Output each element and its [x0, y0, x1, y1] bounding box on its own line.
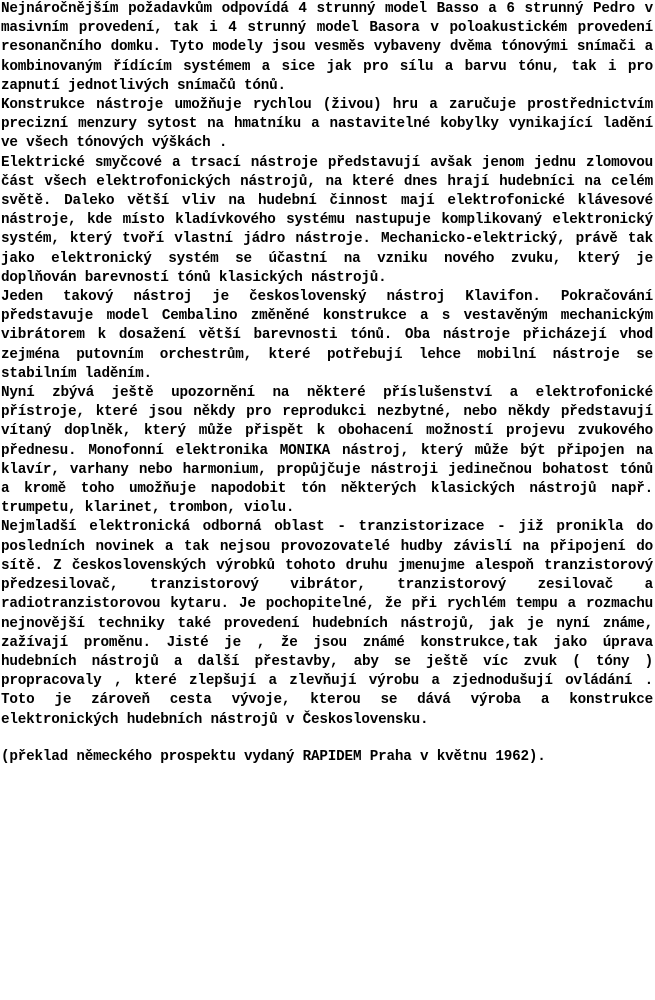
- paragraph-spacer: [1, 730, 653, 748]
- paragraph-electric-instruments: Elektrické smyčcové a trsací nástroje představují avšak jenom jednu zlomovou část všech elektrofonických nástrojů, na které dnes hrají hudebníci na celém světě. Daleko větší vliv na hudební činnost mají elektrofonické klávesové nástroje, kde místo kladívkového systému nastupuje komplikovaný elektronický systém, který tvoří vlastní jádro nástroje. Mechanicko-elektrický, právě tak jako elektronický systém se účastní na vzniku nového zvuku, který je doplňován barevností tónů klasických nástrojů.: [1, 154, 653, 286]
- document-body: [1, 0, 653, 767]
- paragraph-construction: Konstrukce nástroje umožňuje rychlou (živou) hru a zaručuje prostřednictvím precizní menzury sytost na hmatníku a nastavitelné kobylky vynikající ladění ve všech tónových výškách .: [1, 97, 653, 152]
- paragraph-transistorization: Nejmladší elektronická odborná oblast - tranzistorizace - již pronikla do posledních novinek a tak nejsou provozovatelé hudby závislí na připojení do sítě. Z československých výrobků tohoto druhu jmenujme alespoň tranzistorový předzesilovač, tranzistorový vibrátor, tranzistorový zesilovač a radiotranzistorovou kytaru. Je pochopitelné, že při rychlém tempu a rozmachu nejnovější techniky také provedení hudebních nástrojů, jak je nyní známe, zažívají proměnu. Jisté je , že jsou známé konstrukce,tak jako úprava hudebních nástrojů a další přestavby, aby se ještě víc zvuk ( tóny ) propracovaly , které zlepšují a zlevňují výrobu a zjednodušují ovládání . Toto je zároveň cesta vývoje, kterou se dává výroba a konstrukce elektronických hudebních nástrojů v Československu.: [1, 519, 653, 728]
- paragraph-klavifon: Jeden takový nástroj je československý nástroj Klavifon. Pokračování představuje model Cembalino změněné konstrukce a s vestavěným mechanickým vibrátorem k dosažení větší barevnosti tónů. Oba nástroje přicházejí vhod zejména putovním orchestrům, které potřebují lehce mobilní nástroje se stabilním laděním.: [1, 289, 653, 382]
- paragraph-accessories: Nyní zbývá ještě upozornění na některé příslušenství a elektrofonické přístroje, které jsou někdy pro reprodukci nezbytné, nebo někdy představují vítaný doplněk, který může přispět k obohacení možností projevu zvukového přednesu. Monofonní elektronika MONIKA nástroj, který může být připojen na klavír, varhany nebo harmonium, propůjčuje nástroji jedinečnou bohatost tónů a kromě toho umožňuje napodobit tón některých klasických nástrojů např. trumpetu, klarinet, trombon, violu.: [1, 385, 653, 517]
- translation-note: (překlad německého prospektu vydaný RAPIDEM Praha v květnu 1962).: [1, 748, 546, 765]
- paragraph-basso-models: Nejnáročnějším požadavkům odpovídá 4 strunný model Basso a 6 strunný Pedro v masivním provedení, tak i 4 strunný model Basora v poloakustickém provedení resonančního domku. Tyto modely jsou vesměs vybaveny dvěma tónovými snímači a kombinovaným řídícím systémem a sice jak pro sílu a barvu tónu, tak i pro zapnutí jednotlivých snímačů tónů.: [1, 1, 653, 94]
